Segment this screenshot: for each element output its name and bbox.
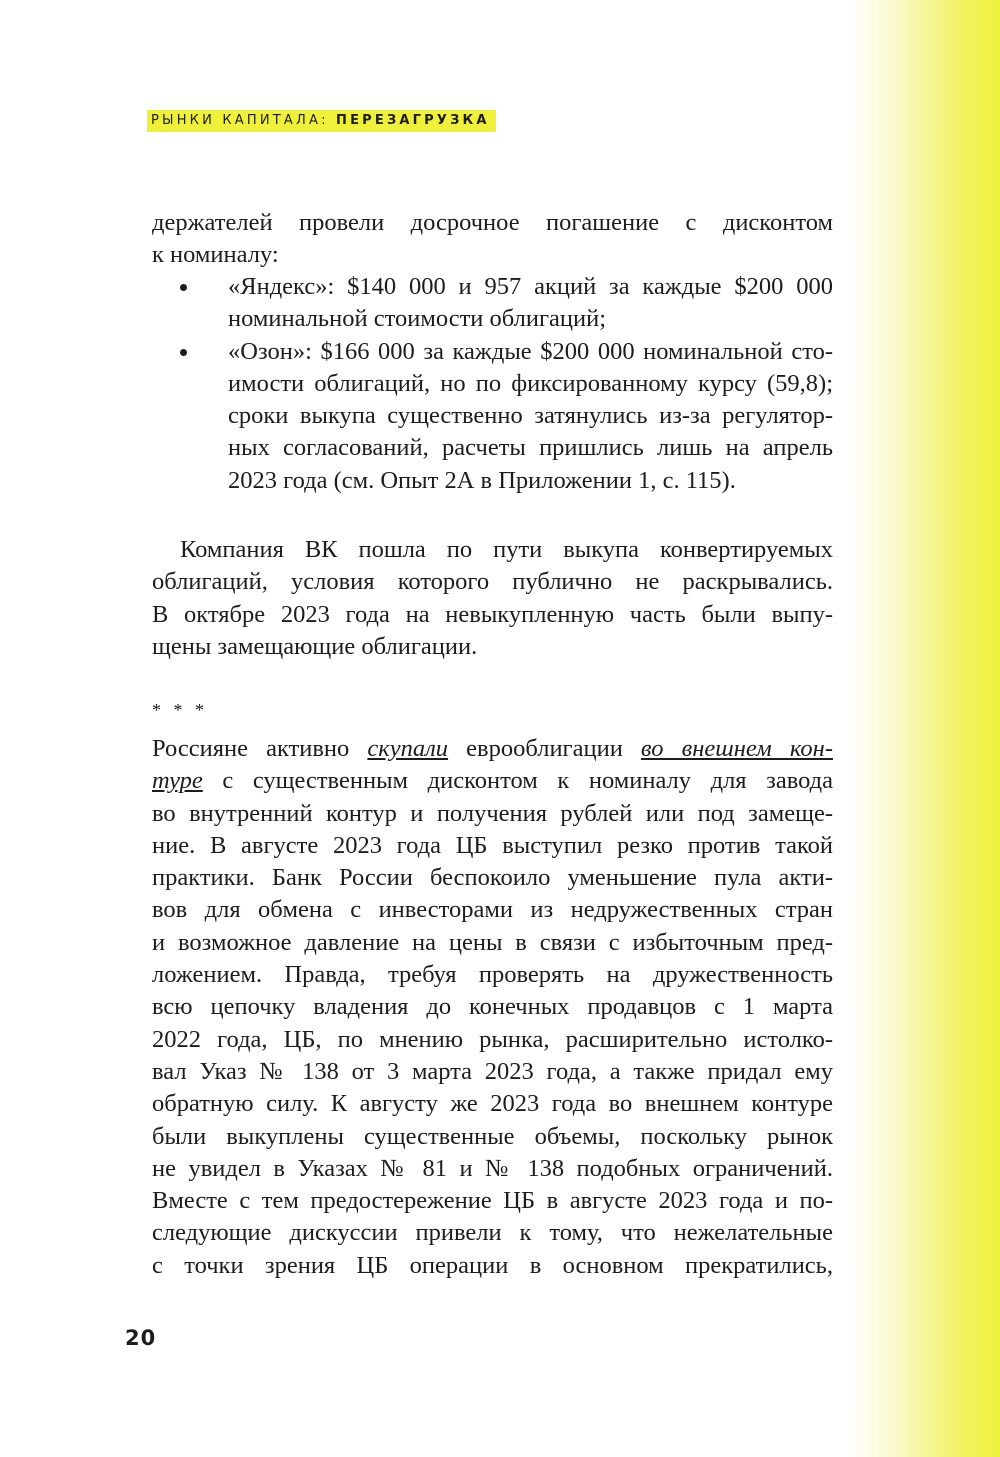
text-fragment: с существенным дисконтом к номиналу для завода [202,767,833,795]
text-line: во внутренний контур и получения рублей или под замеще- [152,799,833,827]
text-line: щены замещающие облигации. [152,632,478,660]
text-line: вов для обмена с инвесторами из недружественных стран [152,896,833,924]
text-line: не увидел в Указах № 81 и № 138 подобных ограничений. [152,1154,833,1182]
text-line: держателей провели досрочное погашение с дисконтом [152,209,833,236]
text-line: сроки выкупа существенно затянулись из-за регулятор- [228,402,833,430]
text-line: облигаций, условия которого публично не раскрывались. [152,568,833,596]
text-line [152,733,833,765]
text-line: Компания ВК пошла по пути выкупа конвертируемых [180,536,833,563]
text-line: с точки зрения ЦБ операции в основном прекратились, [152,1251,833,1279]
text-line: вал Указ № 138 от 3 марта 2023 года, а также придал ему [152,1057,833,1085]
term-link-external-contour[interactable]: во внешнем кон- [640,735,833,762]
text-line [152,765,833,797]
paragraph-vk [152,534,833,663]
section-separator: * * * [152,700,208,720]
text-line: номинальной стоимости облигаций; [228,305,607,333]
text-line: всю цепочку владения до конечных продавцов с 1 марта [152,993,833,1021]
page-number: 20 [125,1326,157,1350]
text-line: ных согласований, расчеты пришлись лишь на апрель [228,434,833,462]
bullet-icon [180,284,187,291]
text-line: «Яндекс»: $140 000 и 957 акций за каждые $200 000 [228,273,833,300]
text-line: имости облигаций, но по фиксированному курсу (59,8); [228,369,833,397]
text-fragment: еврооблигации [448,735,641,762]
text-line: 2022 года, ЦБ, по мнению рынка, расширительно истолко- [152,1025,833,1053]
yellow-edge-decoration [850,0,1000,1457]
text-line: В октябре 2023 года на невыкупленную часть были выпу- [152,600,833,628]
text-line: Вместе с тем предостережение ЦБ в августе 2023 года и по- [152,1187,833,1215]
list-item [152,271,833,336]
bullet-icon [180,349,187,356]
text-line: ложением. Правда, требуя проверять на дружественность [152,961,833,989]
term-link-skupali[interactable]: скупали [367,735,449,762]
running-head-book: РЫНКИ КАПИТАЛА: [151,113,337,128]
text-line: были выкуплены существенные объемы, поскольку рынок [152,1122,833,1150]
text-line: к номиналу: [152,241,279,269]
text-line: и возможное давление на цены в связи с избыточным пред- [152,928,833,956]
term-link-external-contour-cont[interactable]: туре [152,767,203,795]
intro-paragraph [152,207,833,272]
text-fragment: Россияне активно [152,735,368,762]
text-line: «Озон»: $166 000 за каждые $200 000 номинальной сто- [228,337,833,365]
running-head-subtitle: ПЕРЕЗАГРУЗКА [336,113,490,128]
text-line: ние. В августе 2023 года ЦБ выступил резко против такой [152,831,833,859]
running-head [147,110,496,132]
bullet-list [152,271,833,497]
paragraph-eurobonds [152,733,833,1282]
text-line: 2023 года (см. Опыт 2А в Приложении 1, с. 115). [228,466,736,494]
text-line: обратную силу. К августу же 2023 года во внешнем контуре [152,1090,833,1118]
text-line: следующие дискуссии привели к тому, что нежелательные [152,1219,833,1247]
list-item [152,336,833,497]
text-line: практики. Банк России беспокоило уменьшение пула акти- [152,864,833,892]
